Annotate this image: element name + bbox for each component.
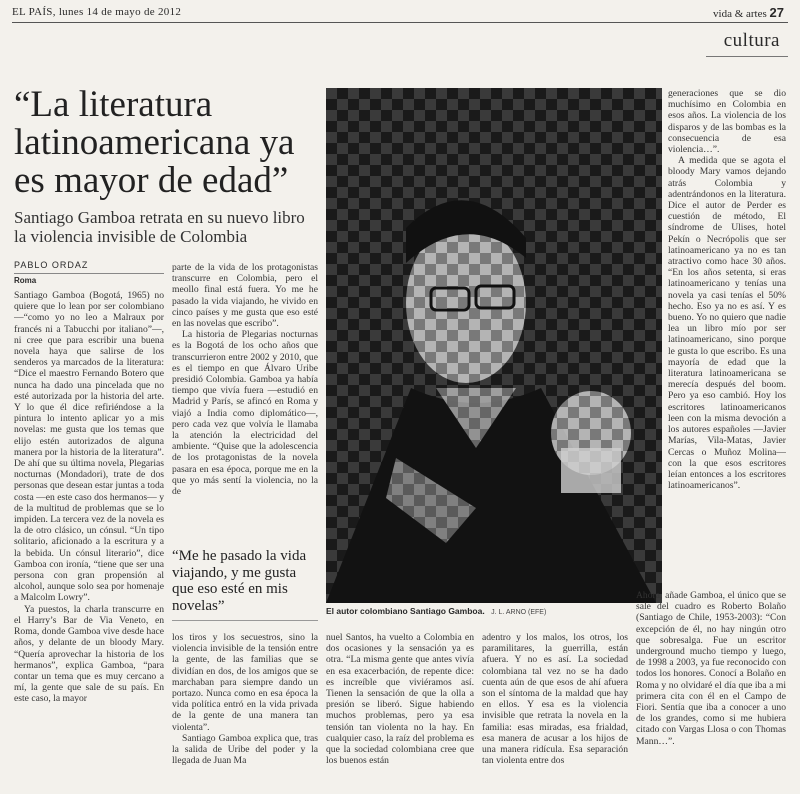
byline: PABLO ORDAZ (14, 260, 89, 270)
article-column-3 (326, 632, 474, 792)
caption-text: El autor colombiano Santiago Gamboa. (326, 606, 485, 616)
masthead-date: EL PAÍS, lunes 14 de mayo de 2012 (12, 6, 182, 18)
byline-divider (14, 273, 164, 274)
paragraph: Ahora, añade Gamboa, el único que se sale del cuadro es Roberto Bolaño (Santiago de Chile, 1953-2003): “Con excepción de él, no hay ningún otro que sobresalga. Fue un escritor underground mucho tiempo y luego, de 1998 a 2003, ya fue reconocido con todos los honores. Conocí a Bolaño en Roma y no olvidaré el día que iba a mi primera cita con él en el Campo de Fiori. Sentía que iba a conocer a uno de los grandes, como si me hubiera citado con Vargas Llosa o con Thomas Mann…”. (636, 590, 786, 747)
subheadline: Santiago Gamboa retrata en su nuevo libro la violencia invisible de Colombia (14, 208, 305, 246)
photo-credit: J. L. ARNO (EFE) (491, 609, 547, 616)
portrait-image (326, 88, 662, 603)
paragraph: Santiago Gamboa explica que, tras la salida de Uribe del poder y la llegada de Juan Ma (172, 732, 318, 767)
header-divider (12, 22, 788, 23)
paragraph: Ya puestos, la charla transcurre en el Harry’s Bar de Via Veneto, en Roma, donde Gamboa vive desde hace años, y delante de un bloody Mary. “Quería aprovechar la historia de los hermanos”, explica Gamboa, “para contar un tema que es muy cercano a mí, la gente que sale de su país. En este caso, la mayor (14, 603, 164, 705)
pull-quote-divider (172, 620, 318, 621)
folio-section: vida & artes (713, 8, 767, 20)
page-folio (713, 5, 784, 20)
paragraph: Santiago Gamboa (Bogotá, 1965) no quiere que lo lean por ser colombiano —“como yo no leo a Malraux por francés ni a Tabucchi por italiano”—, ni cree que para escribir una buena novela haya que salirse de los senderos ya marcados de la literatura: “Dice el maestro Fernando Botero que nunca ha dado una pincelada que no esté autorizada por la historia del arte. Y lo que él dice refiriéndose a la pintura lo intento aplicar yo a mis novelas: me gusta que los temas que elijo estén autorizados de alguna manera por la historia de la literatura”. De ahí que su última novela, Plegarias nocturnas (Mondadori), trate de dos personas que desean estar juntas a toda costa —en este caso dos hermanos— y de la multitud de problemas que se lo impiden. La tercera vez de la novela es la de otro clásico, un cónsul. “Un tipo solitario, aficionado a la escritura y a la bebida. Un cónsul literario”, dice Gamboa con ironía, “tiene que ser una persona con gran propensión al alcohol, aunque solo sea por homenaje a Malcolm Lowry”. (14, 290, 164, 604)
page-number: 27 (769, 5, 784, 20)
article-column-2 (172, 262, 318, 542)
section-divider (706, 56, 788, 57)
paragraph: A medida que se agota el bloody Mary vamos dejando atrás Colombia y adentrándonos en la literatura. Dice el autor de Perder es cuestión de método, El síndrome de Ulises, hotel Pekín o Necrópolis que ser latinoamericano ya no es tan atractivo como hace 30 años. “En los años setenta, si eras latinoamericano y tenías una novela ya casi tenías el 50% hecho. Eso ya no es así. Y es bueno. Yo no quiero que nadie lea un libro mío por ser latinoamericano, sino porque le gusta lo que escribo. Es una mayoría de edad que la literatura latinoamericana se merecía después del boom. Pero ya eso cambió. Hoy los escritores latinoamericanos leen con la misma devoción a los autores españoles —Javier Marías, Vila-Matas, Javier Cercas o Muñoz Molina— con la que esos escritores leían entonces a los escritores latinoamericanos”. (668, 155, 786, 492)
headline: “La literatura latinoamericana ya es mayor de edad” (14, 84, 295, 201)
author-photo (326, 88, 662, 603)
article-column-2-continued (172, 632, 318, 792)
article-column-5-continued (636, 590, 786, 790)
paragraph: los tiros y los secuestros, sino la violencia invisible de la tensión entre la gente, de las familias que se dividían en dos, de los amigos que se marchaban para siempre dando un portazo. Nunca como en esa época la vida política entró en la vida privada de la gente de una manera tan violenta”. (172, 632, 318, 733)
article-column-4 (482, 632, 628, 792)
paragraph: nuel Santos, ha vuelto a Colombia en dos ocasiones y la sensación ya es otra. “La misma gente que antes vivía en esa exacerbación, de repente dice: es increíble que viviéramos así. Tienen la sensación de que la olla a presión se liberó. Sigue habiendo muchos problemas, pero ya esa tensión tan violenta no la hay. En cualquier caso, la raíz del problema es que la sociedad colombiana cree que los buenos están (326, 632, 474, 767)
paragraph: generaciones que se dio muchísimo en Colombia en esos años. La violencia de los disparos y de las bombas es la consecuencia de esa violencia…”. (668, 88, 786, 156)
paragraph: parte de la vida de los protagonistas transcurre en Colombia, pero el meollo final está fuera. Yo me he pasado la vida viajando, he vivido en cinco países y me gusta que eso esté en las novelas que escribo”. (172, 262, 318, 330)
photo-caption (326, 606, 662, 616)
paragraph: La historia de Plegarias nocturnas es la Bogotá de los ocho años que transcurrieron entre 2002 y 2010, que es el tiempo en que Álvaro Uribe presidió Colombia. Gamboa ya había tiempo que vivía fuera —estudió en Madrid y París, se afincó en Roma y viajó a India como diplomático—, pero cada vez que volvía le llamaba la atención la electricidad del ambiente. “Quise que la adolescencia de los protagonistas de la novela pasara en esa época, porque me en la que yo más sentí la violencia, no la de (172, 329, 318, 498)
section-label: cultura (723, 30, 780, 51)
article-column-5 (668, 88, 786, 588)
article-column-1 (14, 290, 164, 790)
pull-quote: “Me he pasado la vida viajando, y me gusta que eso esté en mis novelas” (172, 548, 307, 614)
dateline: Roma (14, 276, 37, 285)
paragraph: adentro y los malos, los otros, los paramilitares, la guerrilla, están afuera. Y no es así. La sociedad colombiana tal vez no se ha dado cuenta aún de que esos de ahí afuera son el síntoma de la maldad que hay en ellos. Y esa es la violencia invisible que retrata la novela en la familia: esas miradas, esa frialdad, esa manera de acusar a los hijos de una manera ridícula. Esa separación tan violenta entre dos (482, 632, 628, 767)
